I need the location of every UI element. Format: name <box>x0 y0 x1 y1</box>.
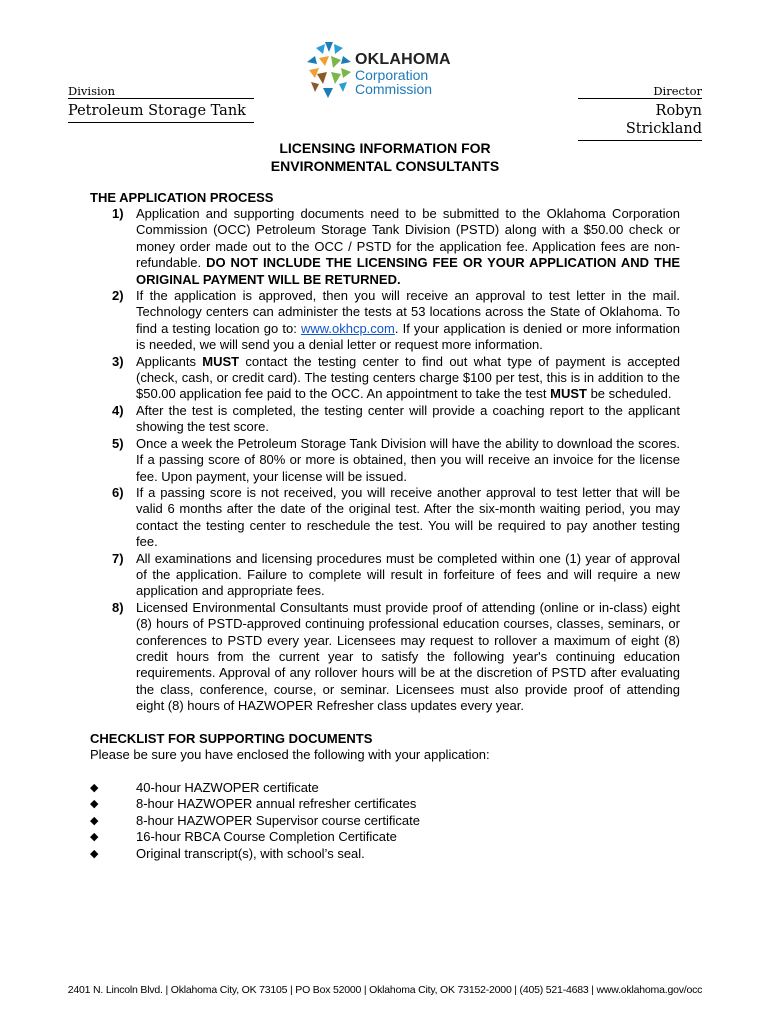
document-body <box>90 190 680 862</box>
step-text-cont: . If your application is denied or more information is needed, we will send you a denial letter or request more information. <box>136 320 680 353</box>
checklist-item <box>90 846 680 862</box>
division-rule <box>68 98 254 99</box>
step-text: Application and supporting documents need to be submitted to the Oklahoma Corporation Commission (OCC) Petroleum Storage Tank Division (PSTD) along with a $50.00 check or money order made out to the OCC / PSTD for the application fee. Application fees are non-refundable. <box>136 206 680 271</box>
division-underline <box>68 122 254 123</box>
step-text: If a passing score is not received, you will receive another approval to test letter that will be valid 6 months after the date of the original test. After the six-month waiting period, you may contact the testing center to reschedule the test. You will be required to pay another testing fee. <box>136 484 680 550</box>
step-text: Applicants <box>136 353 203 369</box>
title-line-1: LICENSING INFORMATION FOR <box>279 140 491 156</box>
director-label: Director <box>653 84 702 98</box>
letterhead <box>0 0 770 137</box>
step-2 <box>90 288 680 354</box>
step-1 <box>90 206 680 288</box>
step-number: 5) <box>112 435 124 451</box>
step-text: After the test is completed, the testing center will provide a coaching report to the applicant showing the test score. <box>136 402 680 435</box>
step-number: 1) <box>112 206 124 221</box>
checklist <box>90 780 680 862</box>
occ-logo <box>303 38 473 104</box>
director-rule <box>578 98 702 99</box>
logo-wordmark <box>355 52 451 96</box>
checklist-item-text: 16-hour RBCA Course Completion Certificate <box>136 829 397 845</box>
step-emphasis-2: MUST <box>550 386 587 402</box>
step-text-end: be scheduled. <box>586 386 672 402</box>
checklist-intro: Please be sure you have enclosed the following with your application: <box>90 746 490 762</box>
document-title <box>0 139 770 175</box>
step-3 <box>90 354 680 403</box>
checklist-item-text: Original transcript(s), with school’s seal. <box>136 845 365 861</box>
star-emblem-icon <box>303 38 355 104</box>
checklist-item <box>90 829 680 845</box>
step-number: 2) <box>112 288 124 304</box>
step-8 <box>90 600 680 715</box>
checklist-item-text: 8-hour HAZWOPER Supervisor course certificate <box>136 812 420 828</box>
application-process-heading: THE APPLICATION PROCESS <box>90 190 274 205</box>
diamond-bullet-icon: ◆ <box>90 798 99 811</box>
step-7 <box>90 551 680 600</box>
step-number: 4) <box>112 402 124 418</box>
page-footer: 2401 N. Lincoln Blvd. | Oklahoma City, OK 73105 | PO Box 52000 | Oklahoma City, OK 73152-2000 | (405) 521-4683 | www.oklahoma.gov/occ <box>67 984 703 996</box>
checklist-item <box>90 813 680 829</box>
checklist-item-text: 8-hour HAZWOPER annual refresher certificates <box>136 796 417 812</box>
diamond-bullet-icon: ◆ <box>90 847 99 860</box>
step-number: 6) <box>112 484 124 500</box>
division-name: Petroleum Storage Tank <box>68 103 246 119</box>
logo-oklahoma: OKLAHOMA <box>355 51 451 68</box>
application-steps <box>90 206 680 715</box>
step-text: If the application is approved, then you will receive an approval to test letter in the mail. Technology centers can administer the tests at 53 locations across the State of Oklahoma. To find a testing location go to: <box>136 288 680 336</box>
director-name: Robyn Strickland <box>625 103 702 137</box>
step-number: 7) <box>112 550 124 566</box>
step-number: 8) <box>112 599 124 615</box>
step-4 <box>90 403 680 436</box>
title-line-2: ENVIRONMENTAL CONSULTANTS <box>270 158 500 174</box>
okhcp-link[interactable]: www.okhcp.com <box>300 320 395 336</box>
checklist-item-text: 40-hour HAZWOPER certificate <box>136 780 319 795</box>
step-6 <box>90 485 680 551</box>
checklist-item <box>90 780 680 796</box>
step-number: 3) <box>112 353 124 369</box>
director-block <box>578 84 702 141</box>
step-5 <box>90 436 680 485</box>
step-text: Once a week the Petroleum Storage Tank Division will have the ability to download the scores. If a passing score of 80% or more is obtained, then you will receive an invoice for the license fee. Upon payment, your license will be issued. <box>136 435 680 484</box>
diamond-bullet-icon: ◆ <box>90 782 99 794</box>
step-text: Licensed Environmental Consultants must provide proof of attending (online or in-class) eight (8) hours of PSTD-approved continuing professional education courses, classes, seminars, or conferences to PSTD every year. Licensees may request to rollover a maximum of eight (8) credit hours from the current year to satisfy the following year's continuing education requirements. Approval of any rollover hours will be at the discretion of PSTD after evaluating the class, conference, course, or seminar. Licensees must also provide proof of attending eight (8) hours of HAZWOPER Refresher class updates every year. <box>136 599 680 714</box>
step-emphasis: MUST <box>202 353 240 369</box>
checklist-heading: CHECKLIST FOR SUPPORTING DOCUMENTS <box>90 730 373 746</box>
diamond-bullet-icon: ◆ <box>90 831 99 844</box>
diamond-bullet-icon: ◆ <box>90 814 99 827</box>
division-block <box>68 84 254 123</box>
checklist-item <box>90 796 680 812</box>
step-warning: DO NOT INCLUDE THE LICENSING FEE OR YOUR APPLICATION AND THE ORIGINAL PAYMENT WILL BE RETURNED. <box>136 255 680 287</box>
logo-commission: Commission <box>355 81 433 97</box>
step-text: All examinations and licensing procedures must be completed within one (1) year of approval of the application. Failure to complete will result in forfeiture of fees and will require a new application and appropriate fees. <box>136 550 680 599</box>
logo-corporation: Corporation <box>355 67 429 83</box>
step-text-cont: contact the testing center to find out what type of payment is accepted (check, cash, or credit card). The testing centers charge $100 per test, this is in addition to the $50.00 application fee paid to the OCC. An appointment to take the test <box>136 353 680 402</box>
division-label: Division <box>68 84 115 98</box>
